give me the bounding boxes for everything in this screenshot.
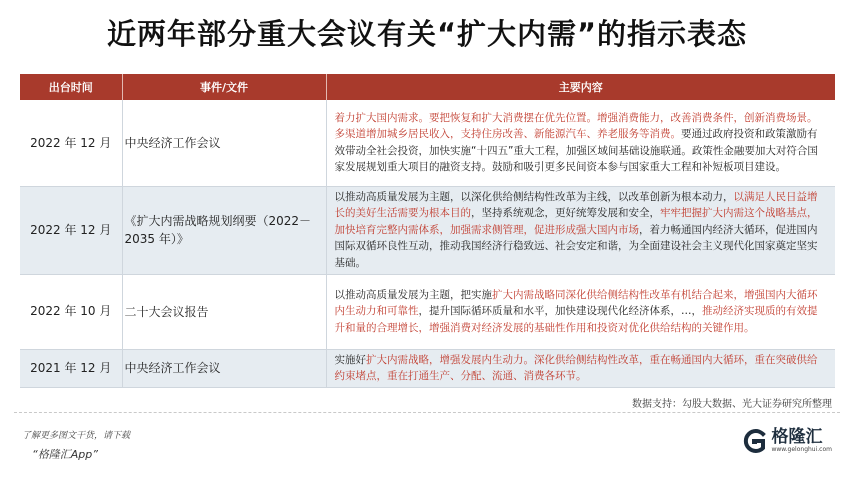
row-event: 中央经济工作会议 <box>122 100 326 186</box>
content-text: 要通过政府投资和政策激励有效带动全社会投资，加快实施“十四五”重大工程，加强区域间基础设施联通。政策性金融要加大对符合国家发展规划重大项目的融资支持。鼓励和吸引更多民间资本参与国家重大工程和补短板项目建设。 <box>334 128 818 174</box>
row-time: 2022 年 12 月 <box>20 186 122 274</box>
row-event: 中央经济工作会议 <box>122 349 326 387</box>
header-event: 事件/文件 <box>122 74 326 100</box>
highlighted-text: 推动经济实现质的有效提升和量的合理增长，增强消费对经济发展的基础性作用和投资对优化供给结构的关键作用。 <box>334 305 818 334</box>
row-content <box>326 349 835 387</box>
table-row <box>20 349 835 387</box>
download-note: 了解更多图文干货，请下载 <box>22 431 131 441</box>
table-row <box>20 274 835 349</box>
policy-table <box>20 74 835 388</box>
data-source-note: 数据支持：勾股大数据、光大证券研究所整理 <box>632 399 832 410</box>
page-title: 近两年部分重大会议有关“扩大内需”的指示表态 <box>106 17 748 51</box>
row-time: 2021 年 12 月 <box>20 349 122 387</box>
content-text: 以推动高质量发展为主题，以深化供给侧结构性改革为主线，以改革创新为根本动力， <box>334 190 734 203</box>
highlighted-text: 牢牢把握扩大内需这个战略基点，加快培育完整内需体系，加强需求侧管理，促进形成强大国内市场 <box>334 207 818 236</box>
logo-name: 格隆汇 <box>771 427 823 447</box>
highlighted-text: 着力扩大国内需求。要把恢复和扩大消费摆在优先位置。增强消费能力，改善消费条件，创新消费场景。多渠道增加城乡居民收入，支持住房改善、新能源汽车、养老服务等消费。 <box>334 111 818 141</box>
table-row <box>20 100 835 186</box>
content-text: 以推动高质量发展为主题，把实施 <box>334 288 492 301</box>
row-time: 2022 年 12 月 <box>20 100 122 186</box>
highlighted-text: 扩大内需战略，增强发展内生动力。深化供给侧结构性改革，重在畅通国内大循环，重在突破供给约束堵点，重在打通生产、分配、流通、消费各环节。 <box>334 353 818 382</box>
row-content <box>326 274 835 349</box>
row-content <box>326 100 835 186</box>
divider <box>14 412 840 413</box>
content-text: ，提升国际循环质量和水平，加快建设现代化经济体系，…， <box>418 305 702 318</box>
gelonghui-logo-icon <box>741 428 767 454</box>
highlighted-text: 以满足人民日益增长的美好生活需要为根本目的 <box>334 190 818 220</box>
row-content <box>326 186 835 274</box>
header-time: 出台时间 <box>20 74 122 100</box>
highlighted-text: 扩大内需战略同深化供给侧结构性改革有机结合起来，增强国内大循环内生动力和可靠性 <box>334 288 818 318</box>
app-name-note: “格隆汇App” <box>32 448 98 461</box>
table-header-row <box>20 74 835 100</box>
row-event: 《扩大内需战略规划纲要（2022－2035 年）》 <box>122 186 326 274</box>
header-content: 主要内容 <box>326 74 835 100</box>
row-time: 2022 年 10 月 <box>20 274 122 349</box>
content-text: ，坚持系统观念，更好统筹发展和安全， <box>471 207 660 220</box>
logo-url: www.gelonghui.com <box>771 446 832 453</box>
content-text: ，着力畅通国内经济大循环，促进国内国际双循环良性互动，推动我国经济行稳致远、社会安定和谐，为全面建设社会主义现代化国家奠定坚实基础。 <box>334 223 818 269</box>
content-text: 实施好 <box>334 353 366 366</box>
gelonghui-logo <box>741 428 832 454</box>
table-row <box>20 186 835 274</box>
row-event: 二十大会议报告 <box>122 274 326 349</box>
